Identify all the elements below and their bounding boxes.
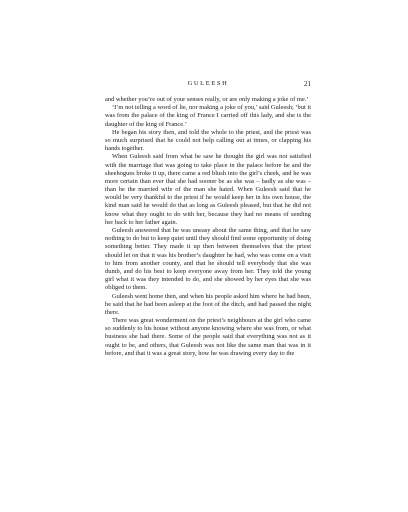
- paragraph: Guleesh went home then, and when his people asked him where he had been, he said that he had been asleep at the foot of the ditch, and had passed the night there.: [105, 292, 311, 316]
- running-head: GULEESH: [187, 80, 229, 87]
- paragraph: There was great wonderment on the priest’s neighbours at the girl who came so suddenly to his house without anyone knowing where she was from, or what business she had there. Some of the people said that everything was not as it ought to be, and others, that Guleesh was not like the same man that was in it before, and that it was a great story, how he was drawing every day to the: [105, 317, 311, 357]
- page-number: 21: [304, 80, 311, 88]
- page-header: [105, 80, 311, 92]
- paragraph: Guleesh answered that he was uneasy about the same thing, and that he saw nothing to do but to keep quiet until they should find some opportunity of doing something better. They made it up then between themselves that the priest should let on that it was his brother’s daughter he had, who was come on a visit to him from another county, and that he should tell everybody that she was dumb, and do his best to keep everyone away from her. They told the young girl what it was they intended to do, and she showed by her eyes that she was obliged to them.: [105, 227, 311, 292]
- paragraph: ‘I’m not telling a word of lie, nor making a joke of you,’ said Guleesh; ‘but it was from the palace of the king of France I carried off this lady, and she is the daughter of the king of France.’: [105, 104, 311, 128]
- body-text: [105, 96, 311, 358]
- paragraph: He began his story then, and told the whole to the priest, and the priest was so much surprised that he could not help calling out at times, or clapping his hands together.: [105, 128, 311, 153]
- paragraph: When Guleesh said from what he saw he thought the girl was not satisfied with the marriage that was going to take place in the palace before he and the sheehogues broke it up, there came a red blush into the girl’s cheek, and he was more certain than ever that she had sooner be as she was – badly as she was – than be the married wife of the man she hated. When Guleesh said that he would be very thankful to the priest if he would keep her in his own house, the kind man said he would do that as long as Guleesh pleased, but that he did not know what they ought to do with her, because they had no means of sending her back to her father again.: [105, 153, 311, 226]
- paragraph: and whether you’re out of your senses really, or are only making a joke of me.’: [105, 96, 309, 103]
